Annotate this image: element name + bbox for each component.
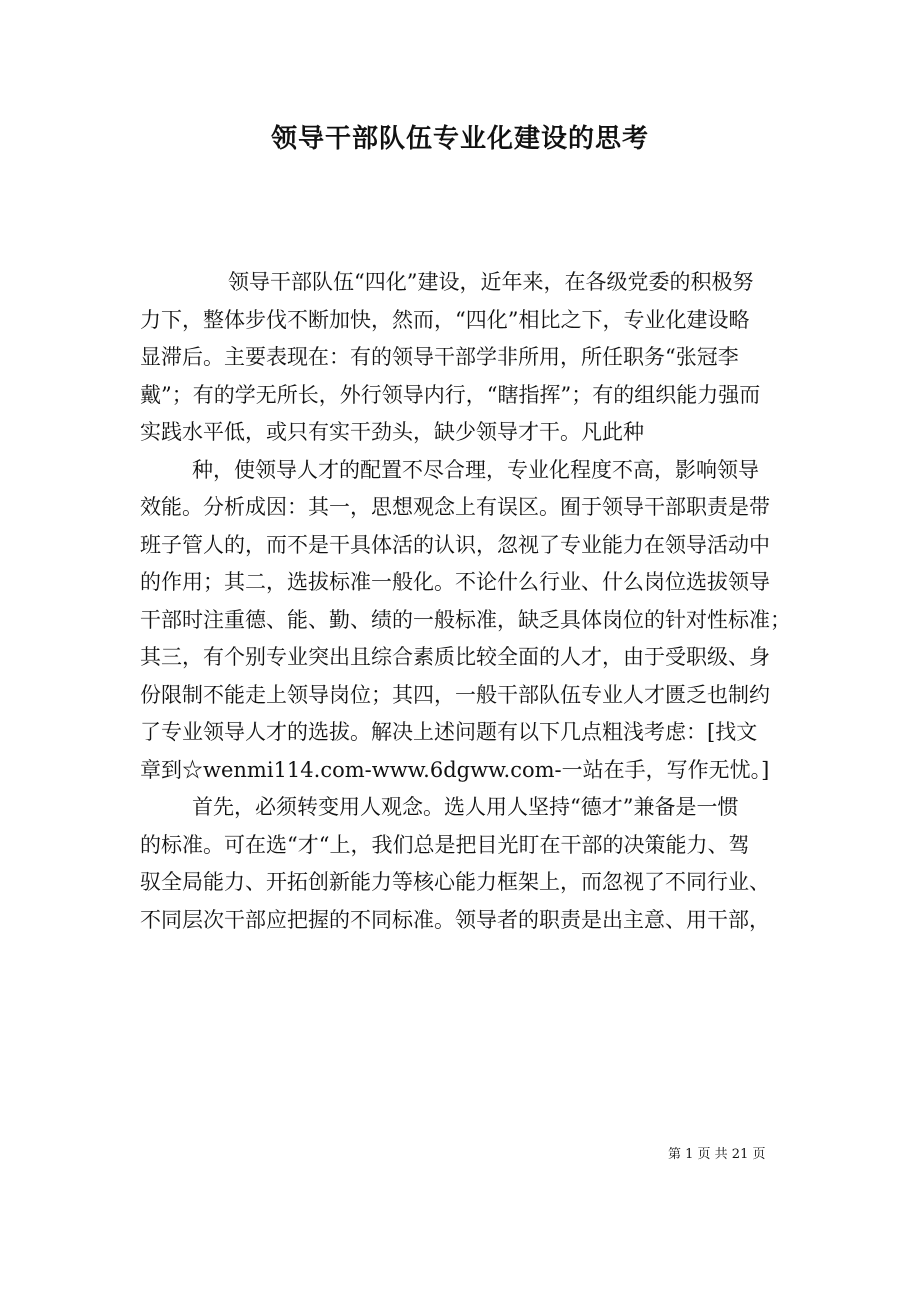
body-line: 班子管人的，而不是干具体活的认识，忽视了专业能力在领导活动中 <box>140 532 770 557</box>
body-line: 效能。分析成因：其一，思想观念上有误区。囿于领导干部职责是带 <box>140 495 770 519</box>
body-line: 实践水平低，或只有实干劲头，缺少领导才干。凡此种 <box>140 420 644 444</box>
body-line: 干部时注重德、能、勤、绩的一般标准，缺乏具体岗位的针对性标准； <box>140 607 791 632</box>
body-line: 份限制不能走上领导岗位；其四，一般干部队伍专业人才匮乏也制约 <box>140 682 770 707</box>
body-line: 了专业领导人才的选拔。解决上述问题有以下几点粗浅考虑：[找文 <box>140 720 758 744</box>
body-line: 首先，必须转变用人观念。选人用人坚持“德才”兼备是一惯 <box>192 795 739 819</box>
body-line: 驭全局能力、开拓创新能力等核心能力框架上，而忽视了不同行业、 <box>140 870 770 894</box>
body-line: 力下，整体步伐不断加快，然而，“四化”相比之下，专业化建设略 <box>140 307 750 332</box>
body-line: 的作用；其二，选拔标准一般化。不论什么行业、什么岗位选拔领导 <box>140 570 770 594</box>
body-line: 章到☆wenmi114.com-www.6dgww.com-一站在手，写作无忧。] <box>140 757 770 782</box>
document-body <box>140 264 800 939</box>
body-line: 戴”；有的学无所长，外行领导内行，“瞎指挥”；有的组织能力强而 <box>140 382 761 407</box>
body-line: 的标准。可在选“才“上，我们总是把目光盯在干部的决策能力、驾 <box>140 832 750 857</box>
body-line: 领导干部队伍“四化”建设，近年来，在各级党委的积极努 <box>228 270 754 294</box>
body-line: 显滞后。主要表现在：有的领导干部学非所用，所任职务“张冠李 <box>140 345 739 369</box>
body-line: 种，使领导人才的配置不尽合理，专业化程度不高，影响领导 <box>192 457 759 482</box>
body-line: 其三，有个别专业突出且综合素质比较全面的人才，由于受职级、身 <box>140 645 770 669</box>
page-footer: 第 1 页 共 21 页 <box>668 1147 766 1162</box>
body-line: 不同层次干部应把握的不同标准。领导者的职责是出主意、用干部， <box>140 907 770 932</box>
document-title: 领导干部队伍专业化建设的思考 <box>270 124 649 154</box>
